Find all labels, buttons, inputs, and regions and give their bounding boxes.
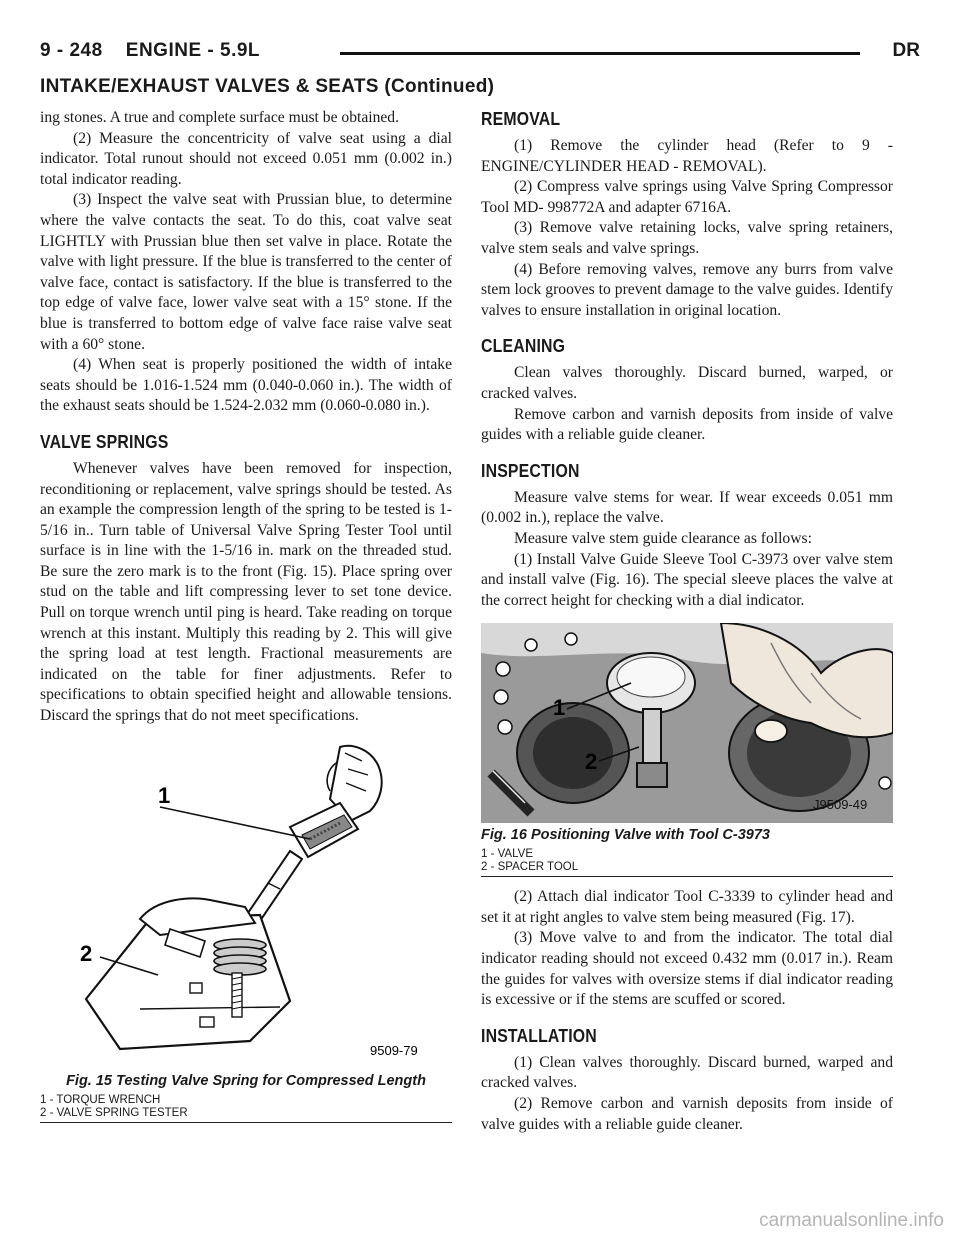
figure-rule (40, 1122, 452, 1123)
figure-rule (481, 876, 893, 877)
figure-code: J9509-49 (813, 797, 868, 813)
paragraph: (4) When seat is properly positioned the width of intake seats should be 1.016-1.524 mm (0.040-0.060 in.). The width of the exhaust seats should be 1.524-2.032 mm (0.060-0.080 in.). (40, 356, 452, 415)
step: (2) Compress valve springs using Valve Spring Compressor Tool MD- 998772A and adapter 6716A. (481, 178, 893, 216)
figure-legend-item: 2 - SPACER TOOL (481, 861, 579, 874)
heading-valve-springs: VALVE SPRINGS (40, 431, 169, 452)
step: (1) Remove the cylinder head (Refer to 9 - ENGINE/CYLINDER HEAD - REMOVAL). (481, 137, 893, 175)
paragraph: (2) Measure the concentricity of valve seat using a dial indicator. Total runout should not exceed 0.051 mm (0.002 in.) total indicator reading. (40, 129, 452, 188)
figure-16 (481, 623, 893, 877)
paragraph: Measure valve stems for wear. If wear exceeds 0.051 mm (0.002 in.), replace the valve. (481, 488, 893, 527)
callout-1: 1 (553, 695, 566, 721)
step: (4) Before removing valves, remove any burrs from valve stem lock grooves to prevent damage to the valve guides. Identify valves to ensure installation in original location. (481, 260, 893, 319)
header-rule (340, 52, 860, 55)
paragraph: Remove carbon and varnish deposits from inside of valve guides with a reliable guide cleaner. (481, 405, 893, 444)
figure-legend-item: 1 - TORQUE WRENCH (40, 1093, 161, 1106)
heading-inspection: INSPECTION (481, 460, 580, 481)
brand-code: DR (892, 40, 920, 61)
paragraph: (3) Move valve to and from the indicator. The total dial indicator reading should not exceed 0.432 mm (0.017 in.). Ream the guides for valves with oversize stems if dial indicator reading is excessive or if the stems are scuffed or scored. (481, 929, 893, 1009)
figure-caption: Fig. 16 Positioning Valve with Tool C-3973 (481, 827, 770, 844)
section-title: INTAKE/EXHAUST VALVES & SEATS (Continued) (40, 76, 495, 97)
figure-code: 9509-79 (370, 1042, 418, 1058)
paragraph: (2) Attach dial indicator Tool C-3339 to cylinder head and set it at right angles to valve stem being measured (Fig. 17). (481, 888, 893, 926)
callout-2: 2 (585, 749, 598, 775)
figure-legend-item: 2 - VALVE SPRING TESTER (40, 1106, 188, 1119)
paragraph: Measure valve stem guide clearance as follows: (514, 529, 812, 547)
figure-caption: Fig. 15 Testing Valve Spring for Compressed Length (66, 1072, 426, 1089)
right-column (481, 108, 893, 1135)
valve-spring-tester-illustration (40, 739, 452, 1069)
valve-guide-tool-photo (481, 623, 893, 823)
callout-2: 2 (80, 940, 93, 966)
watermark: carmanualsonline.info (759, 1210, 944, 1231)
paragraph: (3) Inspect the valve seat with Prussian blue, to determine where the valve contacts the seat. To do this, coat valve seat LIGHTLY with Prussian blue then set valve in place. Rotate the valve with light pressure. If the blue is transferred to the center of valve face, contact is satisfactory. If the blue is transferred to the top edge of valve face, lower valve seat with a 15° stone. If the blue is transferred to bottom edge of valve face raise valve seat with a 60° stone. (40, 191, 452, 353)
paragraph: Clean valves thoroughly. Discard burned, warped, or cracked valves. (481, 364, 893, 402)
page-header (40, 40, 920, 70)
left-column (40, 108, 452, 1123)
step: (1) Clean valves thoroughly. Discard burned, warped and cracked valves. (481, 1053, 893, 1092)
callout-1: 1 (158, 782, 171, 808)
page-number-label: 9 - 248 ENGINE - 5.9L (40, 40, 261, 61)
heading-cleaning: CLEANING (481, 336, 566, 357)
step: (2) Remove carbon and varnish deposits from inside of valve guides with a reliable guide cleaner. (481, 1095, 893, 1133)
paragraph: (1) Install Valve Guide Sleeve Tool C-3973 over valve stem and install valve (Fig. 16). The special sleeve places the valve at the correct height for checking with a dial indicator. (481, 550, 893, 609)
paragraph: Whenever valves have been removed for inspection, reconditioning or replacement, valve springs should be tested. As an example the compression length of the spring to be tested is 1-5/16 in.. Turn table of Universal Valve Spring Tester Tool until surface is in line with the 1-5/16 in. mark on the threaded stud. Be sure the zero mark is to the front (Fig. 15). Place spring over stud on the table and lift compressing lever to set tone device. Pull on torque wrench until ping is heard. Take reading on torque wrench at this instant. Multiply this reading by 2. This will give the spring load at test length. Fractional measurements are indicated on the table for finer adjustments. Refer to specifications to obtain specified height and allowable tensions. Discard the springs that do not meet specifications. (40, 459, 452, 725)
heading-removal: REMOVAL (481, 109, 561, 129)
paragraph: ing stones. A true and complete surface must be obtained. (40, 109, 399, 126)
figure-15 (40, 739, 452, 1123)
step: (3) Remove valve retaining locks, valve spring retainers, valve stem seals and valve springs. (481, 219, 893, 257)
heading-installation: INSTALLATION (481, 1025, 597, 1046)
figure-legend-item: 1 - VALVE (481, 848, 533, 861)
